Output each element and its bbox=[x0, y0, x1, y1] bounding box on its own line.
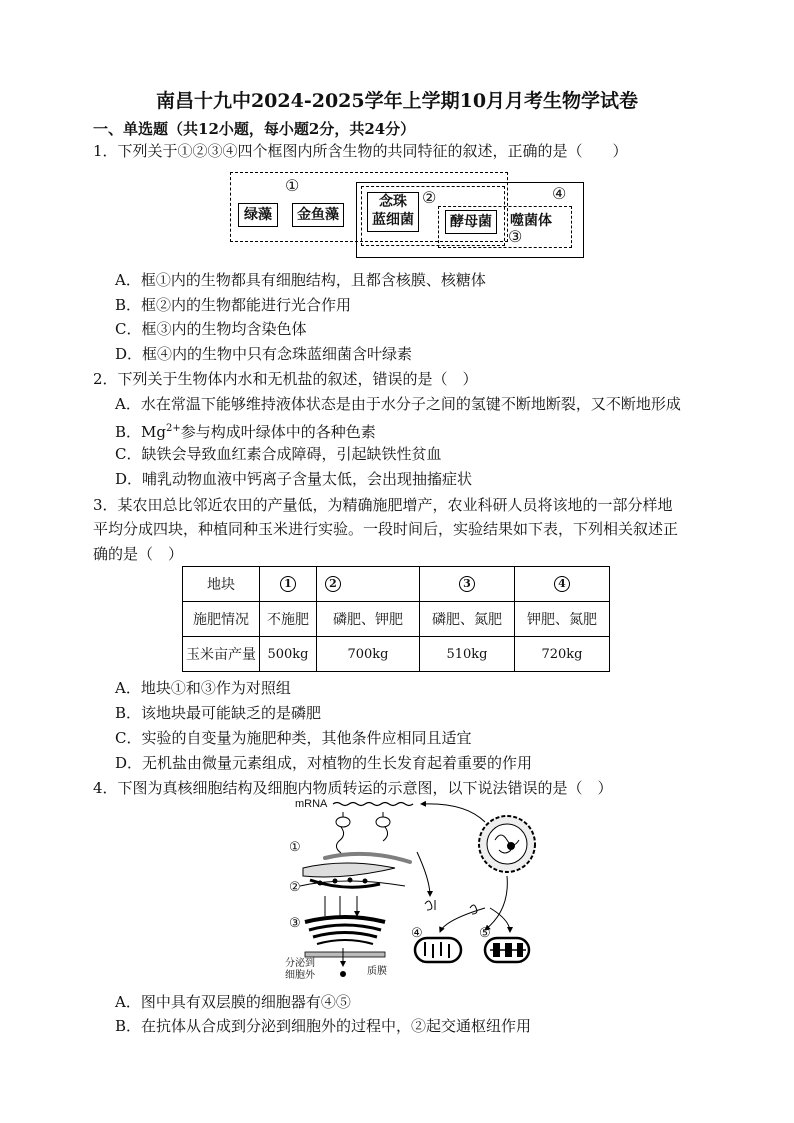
organism-hornwort: 金鱼藻 bbox=[292, 203, 344, 227]
table-cell: 500kg bbox=[260, 637, 317, 672]
page-title: 南昌十九中2024-2025学年上学期10月月考生物学试卷 bbox=[155, 90, 639, 112]
mrna-label: mRNA bbox=[295, 798, 328, 810]
label-2: ② bbox=[422, 188, 437, 207]
organism-phage: 噬菌体 bbox=[510, 213, 552, 229]
organism-green-algae: 绿藻 bbox=[238, 203, 278, 227]
q4-stem: 4．下图为真核细胞结构及细胞内物质转运的示意图，以下说法错误的是（ ） bbox=[93, 779, 613, 797]
q4-option-a: A．图中具有双层膜的细胞器有④⑤ bbox=[115, 993, 351, 1011]
q2-option-c: C．缺铁会导致血红素合成障碍，引起缺铁性贫血 bbox=[115, 445, 442, 463]
mrna-strand bbox=[333, 803, 413, 806]
q3-stem-line2: 平均分成四块，种植同种玉米进行实验。一段时间后，实验结果如下表，下列相关叙述正 bbox=[93, 520, 679, 538]
chloroplast bbox=[485, 938, 529, 962]
plot-number: 4 bbox=[554, 576, 570, 592]
q2-stem: 2．下列关于生物体内水和无机盐的叙述，错误的是（ ） bbox=[93, 370, 478, 388]
cell-diagram bbox=[285, 800, 555, 990]
nucleus-to-mrna-arrow bbox=[421, 804, 485, 822]
plasma-membrane bbox=[305, 952, 385, 957]
q3-option-d: D．无机盐由微量元素组成，对植物的生长发育起着重要的作用 bbox=[115, 754, 533, 772]
organism-nostoc-line1: 念珠 bbox=[379, 194, 407, 210]
q1-option-b: B．框②内的生物都能进行光合作用 bbox=[115, 296, 352, 314]
q2-option-b-charge: 2+ bbox=[165, 423, 181, 434]
q1-option-a: A．框①内的生物都具有细胞结构，且都含核膜、核糖体 bbox=[115, 271, 486, 289]
figure-label-5: ⑤ bbox=[479, 926, 491, 941]
table-cell: 施肥情况 bbox=[183, 602, 260, 637]
table-header-row bbox=[183, 567, 610, 602]
table-cell: 700kg bbox=[317, 637, 420, 672]
table-cell: 不施肥 bbox=[260, 602, 317, 637]
q2-option-b bbox=[115, 418, 376, 443]
secrete-label-line1: 分泌到 bbox=[285, 958, 315, 969]
organism-nostoc bbox=[367, 192, 419, 232]
q4-option-b: B．在抗体从合成到分泌到细胞外的过程中，②起交通枢纽作用 bbox=[115, 1017, 532, 1035]
table-header-cell bbox=[515, 567, 610, 602]
q2-option-a: A．水在常温下能够维持液体状态是由于水分子之间的氢键不断地断裂，又不断地形成 bbox=[115, 395, 681, 413]
table-header-cell: 地块 bbox=[183, 567, 260, 602]
q2-option-d: D．哺乳动物血液中钙离子含量太低，会出现抽搐症状 bbox=[115, 470, 473, 488]
table-cell: 磷肥、钾肥 bbox=[317, 602, 420, 637]
to-organelle-5-arrow bbox=[490, 908, 510, 932]
rough-er bbox=[300, 854, 410, 887]
figure-label-3: ③ bbox=[289, 916, 301, 931]
table-row bbox=[183, 602, 610, 637]
label-3: ③ bbox=[508, 227, 523, 246]
mitochondrion bbox=[415, 938, 461, 962]
table-cell: 720kg bbox=[515, 637, 610, 672]
q1-figure bbox=[230, 172, 590, 262]
figure-label-2: ② bbox=[289, 880, 301, 895]
table-cell: 510kg bbox=[420, 637, 515, 672]
table-header-cell bbox=[420, 567, 515, 602]
plot-number: 1 bbox=[280, 576, 296, 592]
nucleus bbox=[479, 816, 535, 872]
plot-number: 2 bbox=[325, 576, 341, 592]
free-protein bbox=[425, 900, 435, 910]
golgi-apparatus bbox=[305, 917, 385, 944]
q1-stem: 1．下列关于①②③④四个框图内所含生物的共同特征的叙述，正确的是（ ） bbox=[93, 142, 628, 160]
table-row bbox=[183, 637, 610, 672]
nucleus-to-mitochondria-arrow bbox=[485, 876, 507, 930]
cell-diagram-svg bbox=[285, 800, 555, 990]
table-header-cell bbox=[317, 567, 420, 602]
figure-label-1: ① bbox=[289, 840, 301, 855]
secreted-protein bbox=[340, 971, 346, 977]
secrete-label bbox=[285, 958, 315, 982]
q3-option-a: A．地块①和③作为对照组 bbox=[115, 679, 291, 697]
fertilizer-table bbox=[182, 566, 610, 672]
table-header-cell bbox=[260, 567, 317, 602]
free-ribosomes bbox=[336, 812, 390, 853]
protein-arrow bbox=[417, 852, 430, 896]
label-4: ④ bbox=[552, 184, 567, 203]
organism-yeast: 酵母菌 bbox=[445, 210, 497, 234]
membrane-label: 质膜 bbox=[367, 966, 387, 977]
q1-option-d: D．框④内的生物中只有念珠蓝细菌含叶绿素 bbox=[115, 345, 413, 363]
q3-option-c: C．实验的自变量为施肥种类，其他条件应相同且适宜 bbox=[115, 729, 472, 747]
figure-label-4: ④ bbox=[411, 926, 423, 941]
organism-nostoc-line2: 蓝细菌 bbox=[372, 212, 414, 228]
q2-option-b-rest: 参与构成叶绿体中的各种色素 bbox=[180, 423, 376, 441]
q3-option-b: B．该地块最可能缺乏的是磷肥 bbox=[115, 704, 322, 722]
vesicle-arrows bbox=[325, 896, 357, 916]
secrete-label-line2: 细胞外 bbox=[285, 970, 315, 981]
label-1: ① bbox=[285, 176, 300, 195]
q2-option-b-prefix: B．Mg bbox=[115, 423, 166, 441]
q3-stem-line3: 确的是（ ） bbox=[93, 545, 184, 563]
section-heading: 一、单选题（共12小题，每小题2分，共24分） bbox=[93, 120, 416, 138]
table-cell: 钾肥、氮肥 bbox=[515, 602, 610, 637]
table-cell: 磷肥、氮肥 bbox=[420, 602, 515, 637]
q1-option-c: C．框③内的生物均含染色体 bbox=[115, 320, 307, 338]
plot-number: 3 bbox=[459, 576, 475, 592]
q3-stem-line1: 3．某农田总比邻近农田的产量低，为精确施肥增产，农业科研人员将该地的一部分样地 bbox=[93, 496, 673, 514]
table-cell: 玉米亩产量 bbox=[183, 637, 260, 672]
